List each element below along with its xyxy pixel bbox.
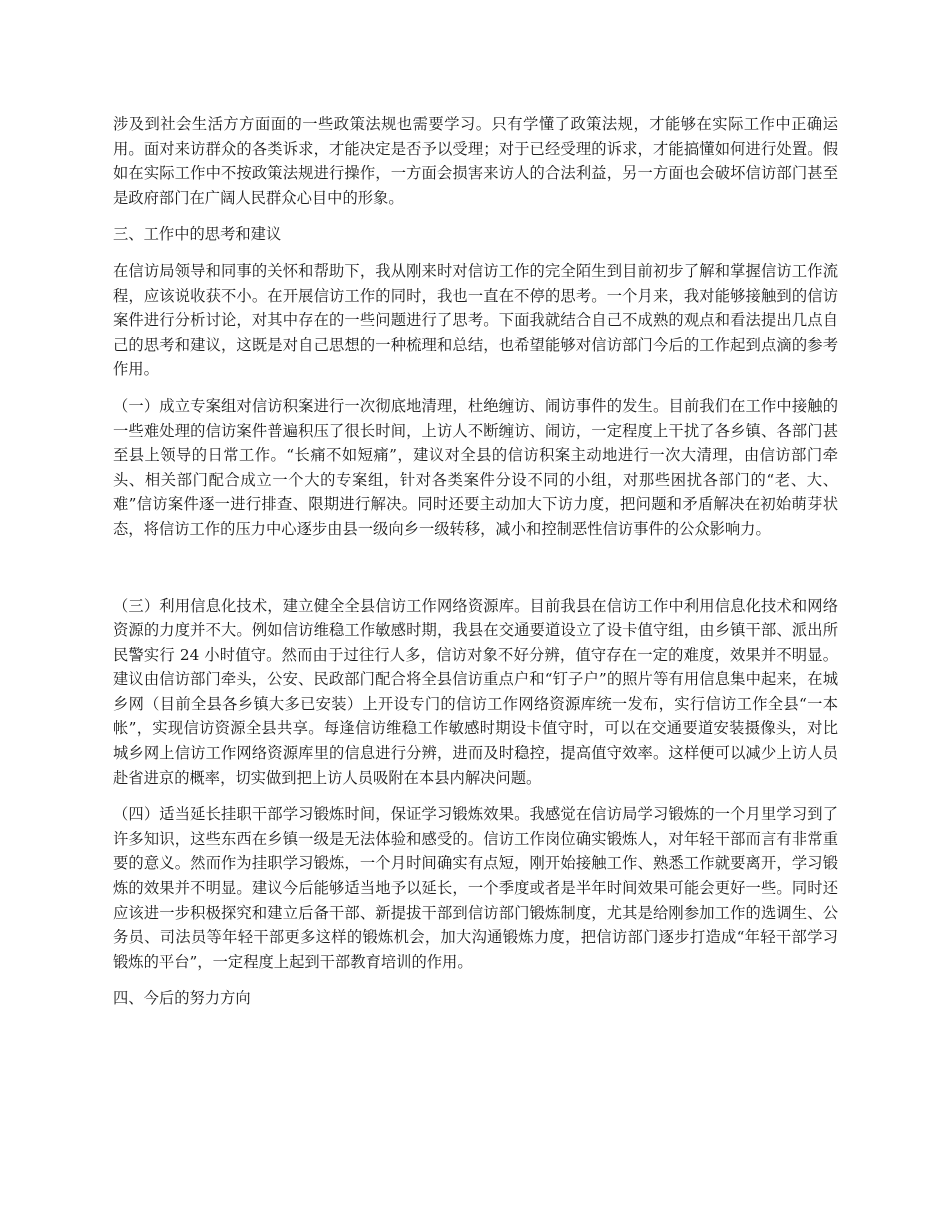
section-heading-3: 三、工作中的思考和建议 (113, 225, 282, 244)
paragraph-reflection-intro: 在信访局领导和同事的关怀和帮助下，我从刚来时对信访工作的完全陌生到目前初步了解和掌握信访工作流程，应该说收获不小。在开展信访工作的同时，我也一直在不停的思考。一个月来，我对能够接触到的信访案件进行分析讨论，对其中存在的一些问题进行了思考。下面我就结合自己不成熟的观点和看法提出几点自己的思考和建议，这既是对自己思想的一种梳理和总结，也希望能够对信访部门今后的工作起到点滴的参考作用。 (113, 261, 838, 379)
paragraph-suggestion-1: （一）成立专案组对信访积案进行一次彻底地清理，杜绝缠访、闹访事件的发生。目前我们在工作中接触的一些难处理的信访案件普遍积压了很长时间，上访人不断缠访、闹访，一定程度上干扰了各乡镇、各部门甚至县上领导的日常工作。“长痛不如短痛”，建议对全县的信访积案主动地进行一次大清理，由信访部门牵头、相关部门配合成立一个大的专案组，针对各类案件分设不同的小组，对那些困扰各部门的“老、大、难”信访案件逐一进行排查、限期进行解决。同时还要主动加大下访力度，把问题和矛盾解决在初始萌芽状态，将信访工作的压力中心逐步由县一级向乡一级转移，减小和控制恶性信访事件的公众影响力。 (113, 396, 838, 538)
paragraph-suggestion-3: （三）利用信息化技术，建立健全全县信访工作网络资源库。目前我县在信访工作中利用信息化技术和网络资源的力度并不大。例如信访维稳工作敏感时期，我县在交通要道设立了设卡值守组，由乡镇干部、派出所民警实行 24 小时值守。然而由于过往行人多，信访对象不好分辨，值守存在一定的难度，效果并不明显。建议由信访部门牵头，公安、民政部门配合将全县信访重点户和“钉子户”的照片等有用信息集中起来，在城乡网（目前全县各乡镇大多已安装）上开设专门的信访工作网络资源库统一发布，实行信访工作全县“一本帐”，实现信访资源全县共享。每逢信访维稳工作敏感时期设卡值守时，可以在交通要道安装摄像头，对比城乡网上信访工作网络资源库里的信息进行分辨，进而及时稳控，提高值守效率。这样便可以减少上访人员赴省进京的概率，切实做到把上访人员吸附在本县内解决问题。 (113, 596, 838, 787)
paragraph-policy-study: 涉及到社会生活方方面面的一些政策法规也需要学习。只有学懂了政策法规，才能够在实际工作中正确运用。面对来访群众的各类诉求，才能决定是否予以受理；对于已经受理的诉求，才能搞懂如何进行处置。假如在实际工作中不按政策法规进行操作，一方面会损害来访人的合法利益，另一方面也会破坏信访部门甚至是政府部门在广阔人民群众心目中的形象。 (113, 115, 838, 207)
blank-gap (113, 554, 838, 594)
section-heading-4: 四、今后的努力方向 (113, 989, 251, 1008)
paragraph-suggestion-4: （四）适当延长挂职干部学习锻炼时间，保证学习锻炼效果。我感觉在信访局学习锻炼的一个月里学习到了许多知识，这些东西在乡镇一级是无法体验和感受的。信访工作岗位确实锻炼人，对年轻干部而言有非常重要的意义。然而作为挂职学习锻炼，一个月时间确实有点短，刚开始接触工作、熟悉工作就要离开，学习锻炼的效果并不明显。建议今后能够适当地予以延长，一个季度或者是半年时间效果可能会更好一些。同时还应该进一步积极探究和建立后备干部、新提拔干部到信访部门锻炼制度，尤其是给刚参加工作的选调生、公务员、司法员等年轻干部更多这样的锻炼机会，加大沟通锻炼力度，把信访部门逐步打造成“年轻干部学习锻炼的平台”，一定程度上起到干部教育培训的作用。 (113, 805, 838, 971)
